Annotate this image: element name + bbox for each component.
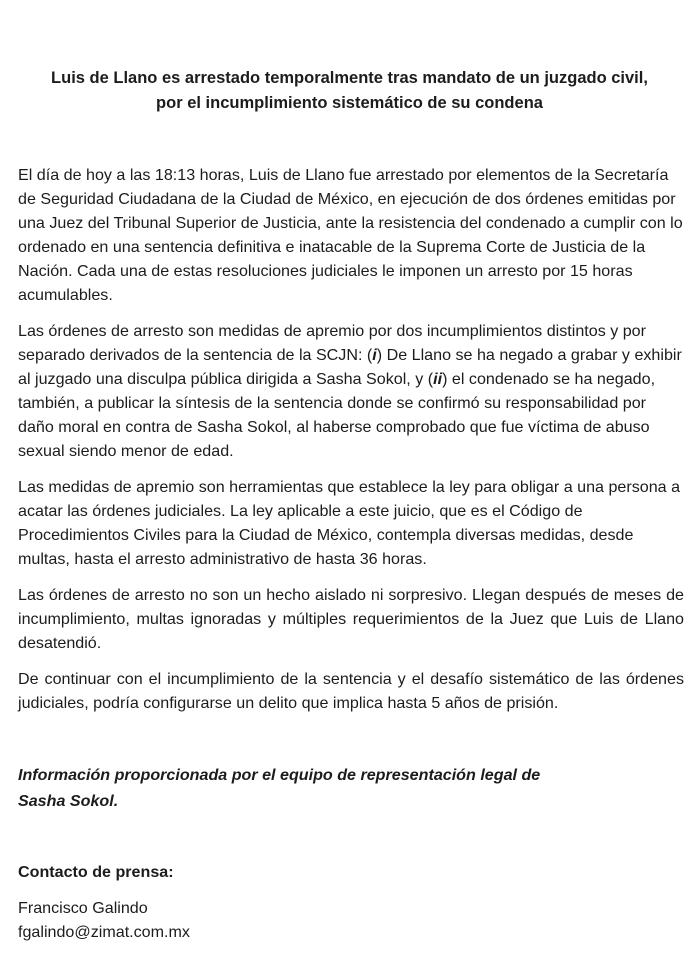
paragraph-arrest-orders-part-b: ) De Llano se ha negado a grabar y exhibir al juzgado una disculpa pública dirigida a Sasha Sokol, y ( bbox=[18, 346, 682, 388]
roman-numeral-ii: ii bbox=[433, 370, 443, 388]
credit-line-1: Información proporcionada por el equipo de representación legal de bbox=[18, 766, 541, 784]
press-release-body bbox=[18, 163, 684, 727]
paragraph-arrest-orders-part-a: Las órdenes de arresto son medidas de apremio por dos incumplimientos distintos y por separado derivados de la sentencia de la SCJN: ( bbox=[18, 322, 646, 364]
paragraph-not-isolated: Las órdenes de arresto no son un hecho aislado ni sorpresivo. Llegan después de meses de incumplimiento, multas ignoradas y múltiples requerimientos de la Juez que Luis de Llano desatendió. bbox=[18, 586, 684, 652]
press-contact-label: Contacto de prensa: bbox=[18, 863, 174, 881]
press-contact-name: Francisco Galindo bbox=[18, 899, 148, 917]
press-contact-email[interactable]: fgalindo@zimat.com.mx bbox=[18, 923, 190, 941]
paragraph-arrest-orders bbox=[18, 319, 684, 463]
paragraph-arrest-orders-part-c: ) el condenado se ha negado, también, a publicar la síntesis de la sentencia donde se confirmó su responsabilidad por daño moral en contra de Sasha Sokol, al haberse comprobado que fue víctima de abuso sexual siendo menor de edad. bbox=[18, 370, 656, 460]
information-credit bbox=[18, 762, 658, 814]
paragraph-possible-crime: De continuar con el incumplimiento de la sentencia y el desafío sistemático de las órdenes judiciales, podría configurarse un delito que implica hasta 5 años de prisión. bbox=[18, 670, 684, 712]
title-line-1: Luis de Llano es arrestado temporalmente tras mandato de un juzgado civil, bbox=[51, 69, 648, 87]
title-line-2: por el incumplimiento sistemático de su condena bbox=[156, 94, 543, 112]
credit-line-2: Sasha Sokol. bbox=[18, 792, 119, 810]
press-release-title bbox=[30, 66, 669, 116]
paragraph-arrest-details: El día de hoy a las 18:13 horas, Luis de Llano fue arrestado por elementos de la Secretaría de Seguridad Ciudadana de la Ciudad de México, en ejecución de dos órdenes emitidas por una Juez del Tribunal Superior de Justicia, ante la resistencia del condenado a cumplir con lo ordenado en una sentencia definitiva e inatacable de la Suprema Corte de Justicia de la Nación. Cada una de estas resoluciones judiciales le imponen un arresto por 15 horas acumulables. bbox=[18, 166, 683, 304]
roman-numeral-i: i bbox=[372, 346, 377, 364]
paragraph-enforcement-measures: Las medidas de apremio son herramientas que establece la ley para obligar a una persona a acatar las órdenes judiciales. La ley aplicable a este juicio, que es el Código de Procedimientos Civiles para la Ciudad de México, contempla diversas medidas, desde multas, hasta el arresto administrativo de hasta 36 horas. bbox=[18, 478, 681, 568]
